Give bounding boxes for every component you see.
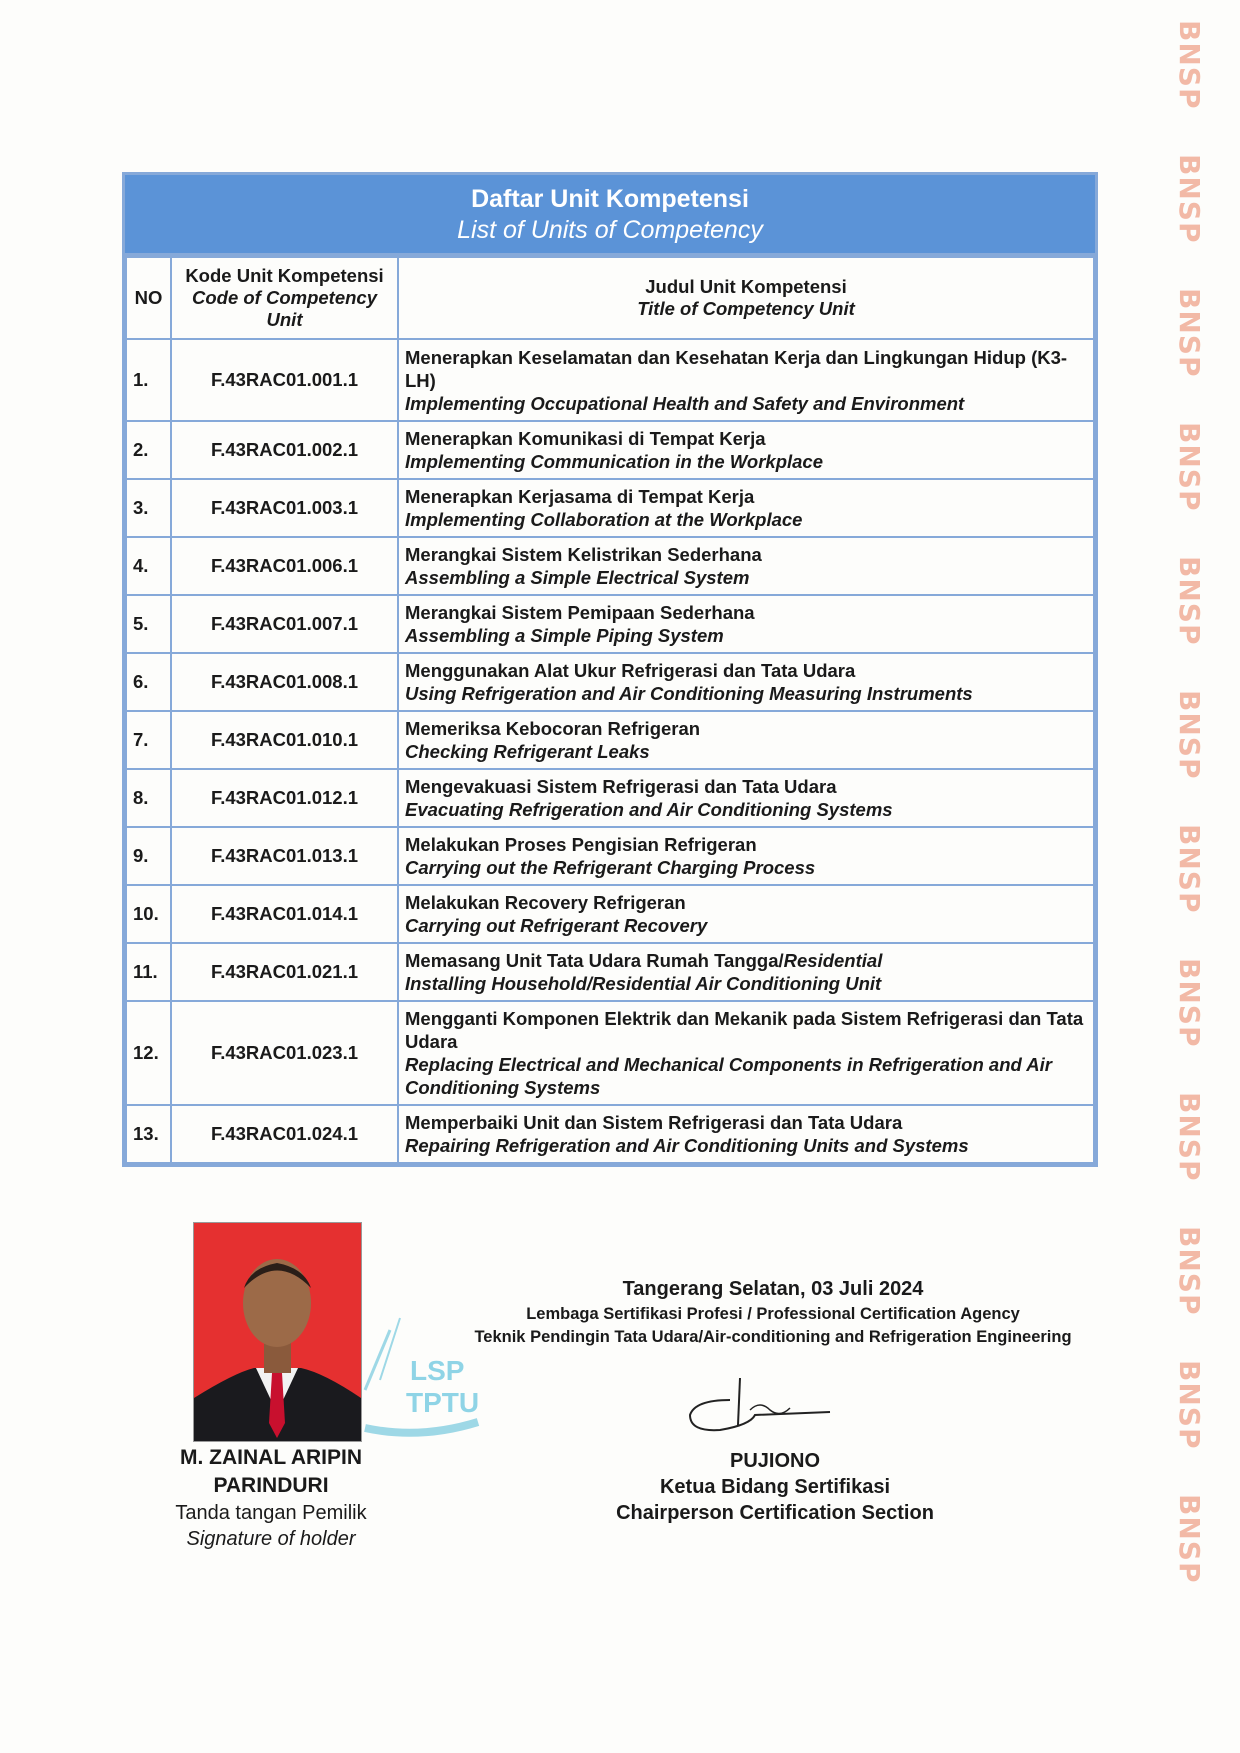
unit-title-en: Checking Refrigerant Leaks <box>405 741 650 762</box>
unit-title-id <box>405 543 1087 566</box>
unit-title-en: Evacuating Refrigeration and Air Conditioning Systems <box>405 799 893 820</box>
unit-number: 11. <box>126 943 171 1001</box>
holder-portrait-image <box>194 1223 361 1441</box>
agency-line1: Lembaga Sertifikasi Profesi / Professional Certification Agency <box>526 1305 1020 1323</box>
unit-title-id <box>405 1111 1087 1134</box>
table-title-id: Daftar Unit Kompetensi <box>471 185 749 213</box>
unit-title-id-text: Menggunakan Alat Ukur Refrigerasi dan Tata Udara <box>405 660 856 681</box>
unit-number: 6. <box>126 653 171 711</box>
unit-number: 3. <box>126 479 171 537</box>
signer-title-en: Chairperson Certification Section <box>616 1502 934 1524</box>
unit-title-en: Implementing Occupational Health and Safety and Environment <box>405 392 965 414</box>
unit-title-id-text: Menerapkan Kerjasama di Tempat Kerja <box>405 486 755 507</box>
bnsp-watermark-text: BNSP <box>1173 1494 1206 1584</box>
unit-title <box>398 421 1094 479</box>
unit-code: F.43RAC01.010.1 <box>171 711 398 769</box>
unit-title-id <box>405 1007 1087 1053</box>
unit-title <box>398 827 1094 885</box>
signer-signature-icon <box>680 1370 850 1440</box>
unit-title-id-text: Mengganti Komponen Elektrik dan Mekanik pada Sistem Refrigerasi dan Tata Udara <box>405 1008 1084 1052</box>
unit-title-id <box>405 427 1087 450</box>
unit-title <box>398 1001 1094 1105</box>
unit-number: 13. <box>126 1105 171 1163</box>
unit-title-id-text: Menerapkan Keselamatan dan Kesehatan Kerja dan Lingkungan Hidup (K3-LH) <box>405 346 1068 391</box>
unit-code: F.43RAC01.023.1 <box>171 1001 398 1105</box>
unit-code: F.43RAC01.007.1 <box>171 595 398 653</box>
unit-title-id <box>405 601 1087 624</box>
column-header-code <box>171 257 398 339</box>
place-date: Tangerang Selatan, 03 Juli 2024 <box>622 1278 924 1300</box>
unit-title-id-text: Memasang Unit Tata Udara Rumah Tangga/ <box>405 950 784 971</box>
unit-code: F.43RAC01.012.1 <box>171 769 398 827</box>
unit-title-id <box>405 346 1087 392</box>
bnsp-watermark-text: BNSP <box>1173 556 1206 646</box>
stamp-text-lsp: LSP <box>410 1355 465 1386</box>
issuer-block <box>440 1278 1106 1347</box>
unit-title-en: Implementing Collaboration at the Workplace <box>405 509 803 530</box>
unit-code: F.43RAC01.006.1 <box>171 537 398 595</box>
competency-table <box>125 256 1095 1164</box>
holder-signature-label-id: Tanda tangan Pemilik <box>175 1502 367 1524</box>
bnsp-watermark-text: BNSP <box>1173 422 1206 512</box>
unit-title-id <box>405 833 1087 856</box>
unit-code: F.43RAC01.021.1 <box>171 943 398 1001</box>
bnsp-watermark-text: BNSP <box>1173 1360 1206 1450</box>
table-row <box>126 339 1094 421</box>
unit-number: 5. <box>126 595 171 653</box>
column-header-title-en: Title of Competency Unit <box>637 298 855 319</box>
bnsp-watermark-text: BNSP <box>1173 1226 1206 1316</box>
table-title-bar <box>125 175 1095 256</box>
bnsp-watermark-text: BNSP <box>1173 824 1206 914</box>
table-row <box>126 479 1094 537</box>
unit-title-id-text: Menerapkan Komunikasi di Tempat Kerja <box>405 428 766 449</box>
column-header-code-id: Kode Unit Kompetensi <box>185 265 384 286</box>
unit-title <box>398 1105 1094 1163</box>
bnsp-watermark-text: BNSP <box>1173 20 1206 110</box>
unit-code: F.43RAC01.014.1 <box>171 885 398 943</box>
bnsp-watermark-text: BNSP <box>1173 1092 1206 1182</box>
unit-title-id-text: Melakukan Recovery Refrigeran <box>405 892 686 913</box>
table-row <box>126 1105 1094 1163</box>
unit-title-en: Assembling a Simple Electrical System <box>405 567 750 588</box>
unit-title <box>398 537 1094 595</box>
unit-title <box>398 653 1094 711</box>
unit-title-id <box>405 659 1087 682</box>
table-row <box>126 943 1094 1001</box>
table-row <box>126 421 1094 479</box>
unit-title-id-text: Memperbaiki Unit dan Sistem Refrigerasi dan Tata Udara <box>405 1112 903 1133</box>
unit-title-id <box>405 775 1087 798</box>
unit-number: 1. <box>126 339 171 421</box>
unit-title-id-italic: Residential <box>783 950 883 971</box>
unit-title-en: Carrying out Refrigerant Recovery <box>405 915 708 936</box>
table-title-en: List of Units of Competency <box>457 216 763 244</box>
unit-code: F.43RAC01.008.1 <box>171 653 398 711</box>
competency-table-container <box>122 172 1098 1167</box>
table-row <box>126 653 1094 711</box>
holder-photo <box>193 1222 362 1442</box>
unit-title-id-text: Mengevakuasi Sistem Refrigerasi dan Tata Udara <box>405 776 837 797</box>
unit-code: F.43RAC01.024.1 <box>171 1105 398 1163</box>
unit-title-id-text: Merangkai Sistem Pemipaan Sederhana <box>405 602 755 623</box>
unit-title-en: Implementing Communication in the Workplace <box>405 451 824 472</box>
unit-title-en: Repairing Refrigeration and Air Conditioning Units and Systems <box>405 1135 969 1156</box>
bnsp-watermark-text: BNSP <box>1173 958 1206 1048</box>
bnsp-watermark-text: BNSP <box>1173 154 1206 244</box>
unit-title-id <box>405 949 1087 972</box>
unit-number: 7. <box>126 711 171 769</box>
table-row <box>126 885 1094 943</box>
unit-title-en: Carrying out the Refrigerant Charging Process <box>405 857 816 878</box>
signer-block <box>560 1448 990 1526</box>
table-row <box>126 769 1094 827</box>
unit-number: 12. <box>126 1001 171 1105</box>
bnsp-watermark-text: BNSP <box>1173 288 1206 378</box>
holder-name-line2: PARINDURI <box>213 1474 329 1497</box>
unit-title <box>398 711 1094 769</box>
unit-number: 8. <box>126 769 171 827</box>
unit-number: 2. <box>126 421 171 479</box>
unit-number: 9. <box>126 827 171 885</box>
unit-code: F.43RAC01.001.1 <box>171 339 398 421</box>
holder-name-line1: M. ZAINAL ARIPIN <box>180 1446 362 1469</box>
unit-number: 4. <box>126 537 171 595</box>
unit-title <box>398 479 1094 537</box>
unit-title <box>398 885 1094 943</box>
holder-signature-label-en: Signature of holder <box>186 1528 356 1550</box>
unit-code: F.43RAC01.002.1 <box>171 421 398 479</box>
unit-code: F.43RAC01.003.1 <box>171 479 398 537</box>
unit-title-en: Replacing Electrical and Mechanical Components in Refrigeration and Air Conditioning Systems <box>405 1054 1052 1098</box>
holder-block <box>130 1444 412 1552</box>
table-row <box>126 711 1094 769</box>
agency-line2: Teknik Pendingin Tata Udara/Air-conditioning and Refrigeration Engineering <box>474 1328 1072 1346</box>
unit-title-id-text: Merangkai Sistem Kelistrikan Sederhana <box>405 544 762 565</box>
unit-title-en: Assembling a Simple Piping System <box>405 625 724 646</box>
unit-title <box>398 595 1094 653</box>
unit-number: 10. <box>126 885 171 943</box>
table-row <box>126 1001 1094 1105</box>
column-header-title <box>398 257 1094 339</box>
unit-title <box>398 943 1094 1001</box>
column-header-title-id: Judul Unit Kompetensi <box>645 276 847 297</box>
signer-title-id: Ketua Bidang Sertifikasi <box>659 1476 891 1498</box>
column-header-code-en: Code of Competency Unit <box>191 287 378 330</box>
table-row <box>126 537 1094 595</box>
unit-rows <box>126 339 1094 1163</box>
unit-title-id <box>405 485 1087 508</box>
unit-title-id <box>405 717 1087 740</box>
column-header-no: NO <box>126 257 171 339</box>
unit-title <box>398 339 1094 421</box>
signer-name: PUJIONO <box>729 1450 821 1472</box>
unit-title-id-text: Memeriksa Kebocoran Refrigeran <box>405 718 701 739</box>
table-row <box>126 595 1094 653</box>
unit-code: F.43RAC01.013.1 <box>171 827 398 885</box>
unit-title <box>398 769 1094 827</box>
unit-title-id-text: Melakukan Proses Pengisian Refrigeran <box>405 834 757 855</box>
stamp-text-tptu: TPTU <box>406 1387 480 1418</box>
unit-title-id <box>405 891 1087 914</box>
unit-title-en: Installing Household/Residential Air Conditioning Unit <box>405 973 882 994</box>
bnsp-watermark-text: BNSP <box>1173 690 1206 780</box>
unit-title-en: Using Refrigeration and Air Conditioning Measuring Instruments <box>405 683 973 704</box>
table-row <box>126 827 1094 885</box>
